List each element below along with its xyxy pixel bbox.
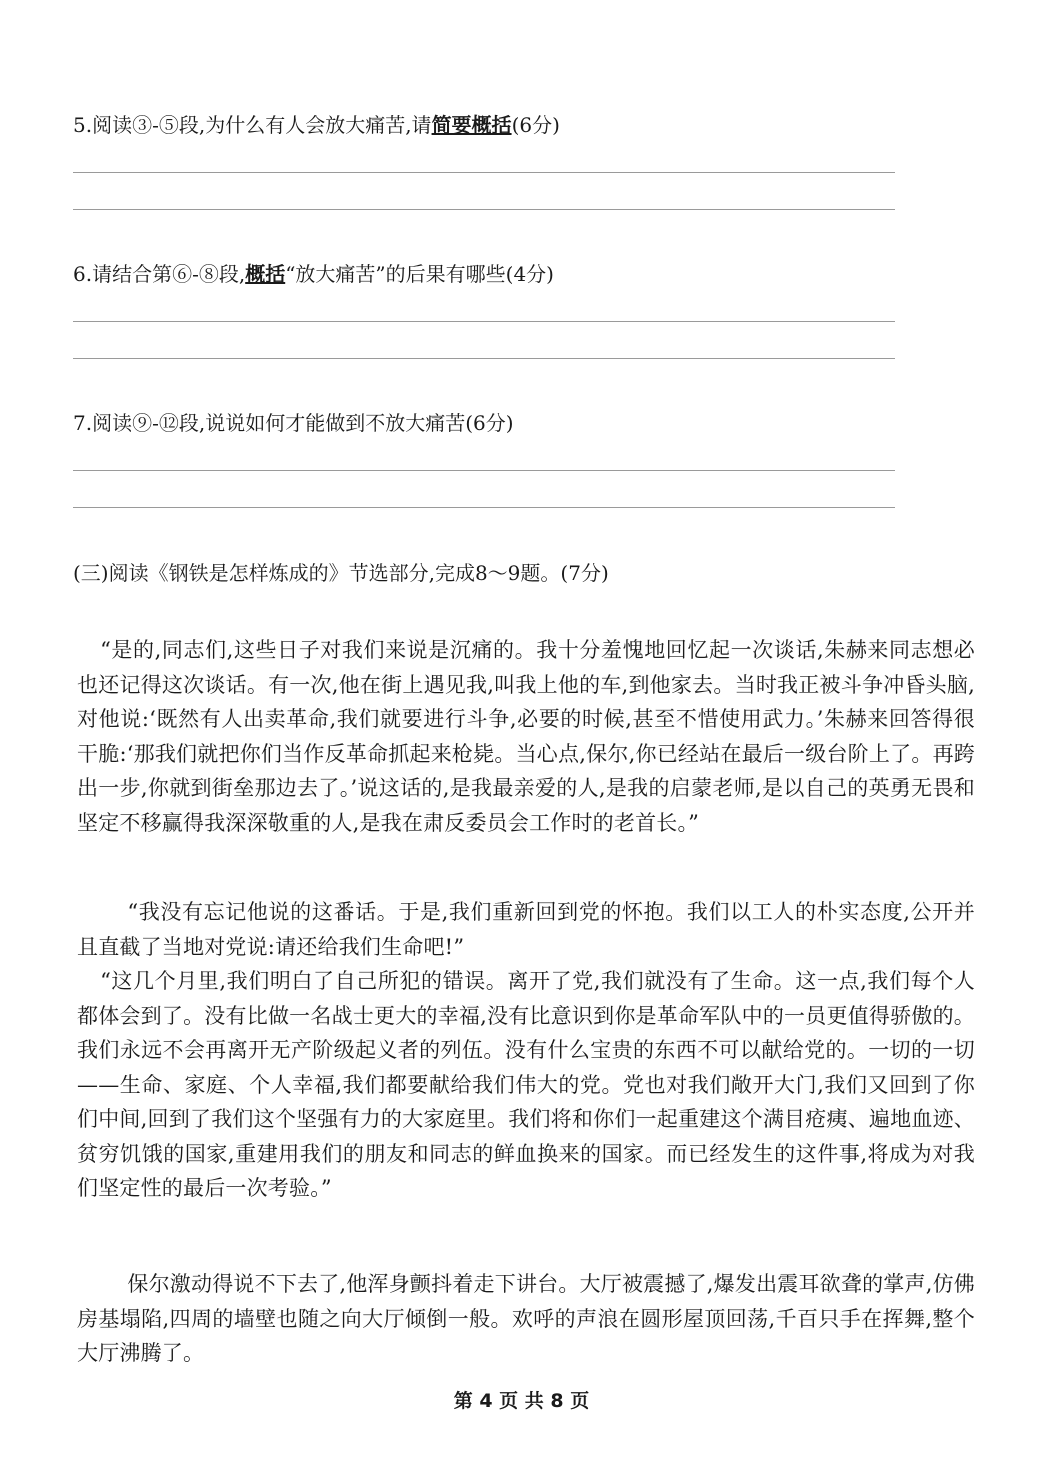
question-5 <box>73 111 560 139</box>
passage-paragraph-2: “我没有忘记他说的这番话。于是,我们重新回到党的怀抱。我们以工人的朴实态度,公开并且直截了当地对党说:请还给我们生命吧!” <box>77 900 975 959</box>
passage-paragraph-3: “这几个月里,我们明白了自己所犯的错误。离开了党,我们就没有了生命。这一点,我们每个人都体会到了。没有比做一名战士更大的幸福,没有比意识到你是革命军队中的一员更值得骄傲的。我们永远不会再离开无产阶级起义者的列伍。没有什么宝贵的东西不可以献给党的。一切的一切——生命、家庭、个人幸福,我们都要献给我们伟大的党。党也对我们敞开大门,我们又回到了你们中间,回到了我们这个坚强有力的大家庭里。我们将和你们一起重建这个满目疮痍、遍地血迹、贫穷饥饿的国家,重建用我们的朋友和同志的鲜血换来的国家。而已经发生的这件事,将成为对我们坚定性的最后一次考验。” <box>77 969 975 1200</box>
answer-line-6-2[interactable] <box>73 358 895 359</box>
answer-line-5-1[interactable] <box>73 172 895 173</box>
answer-line-5-2[interactable] <box>73 209 895 210</box>
question-6-suffix: “放大痛苦”的后果有哪些(4分) <box>285 262 554 286</box>
question-6 <box>73 260 554 288</box>
question-5-suffix: (6分) <box>511 113 560 137</box>
question-5-emphasis: 简要概括 <box>431 113 512 137</box>
section-three-heading: (三)阅读《钢铁是怎样炼成的》节选部分,完成8～9题。(7分) <box>73 561 609 585</box>
answer-line-6-1[interactable] <box>73 321 895 322</box>
question-6-prefix: 6.请结合第⑥-⑧段, <box>73 262 246 286</box>
passage-paragraph-1: “是的,同志们,这些日子对我们来说是沉痛的。我十分羞愧地回忆起一次谈话,朱赫来同志想必也还记得这次谈话。有一次,他在街上遇见我,叫我上他的车,到他家去。当时我正被斗争冲昏头脑,对他说:‘既然有人出卖革命,我们就要进行斗争,必要的时候,甚至不惜使用武力。’朱赫来回答得很干脆:‘那我们就把你们当作反革命抓起来枪毙。当心点,保尔,你已经站在最后一级台阶上了。再跨出一步,你就到街垒那边去了。’说这话的,是我最亲爱的人,是我的启蒙老师,是以自己的英勇无畏和坚定不移赢得我深深敬重的人,是我在肃反委员会工作时的老首长。” <box>77 638 975 835</box>
passage-paragraph-4: 保尔激动得说不下去了,他浑身颤抖着走下讲台。大厅被震撼了,爆发出震耳欲聋的掌声,仿佛房基塌陷,四周的墙壁也随之向大厅倾倒一般。欢呼的声浪在圆形屋顶回荡,千百只手在挥舞,整个大厅沸腾了。 <box>77 1272 975 1365</box>
question-7 <box>73 409 514 437</box>
page-number-footer: 第 4 页 共 8 页 <box>453 1390 590 1412</box>
question-5-prefix: 5.阅读③-⑤段,为什么有人会放大痛苦,请 <box>73 113 432 137</box>
question-6-emphasis: 概括 <box>245 262 286 286</box>
answer-line-7-1[interactable] <box>73 470 895 471</box>
question-7-prefix: 7.阅读⑨-⑫段,说说如何才能做到不放大痛苦(6分) <box>73 411 514 435</box>
answer-line-7-2[interactable] <box>73 507 895 508</box>
